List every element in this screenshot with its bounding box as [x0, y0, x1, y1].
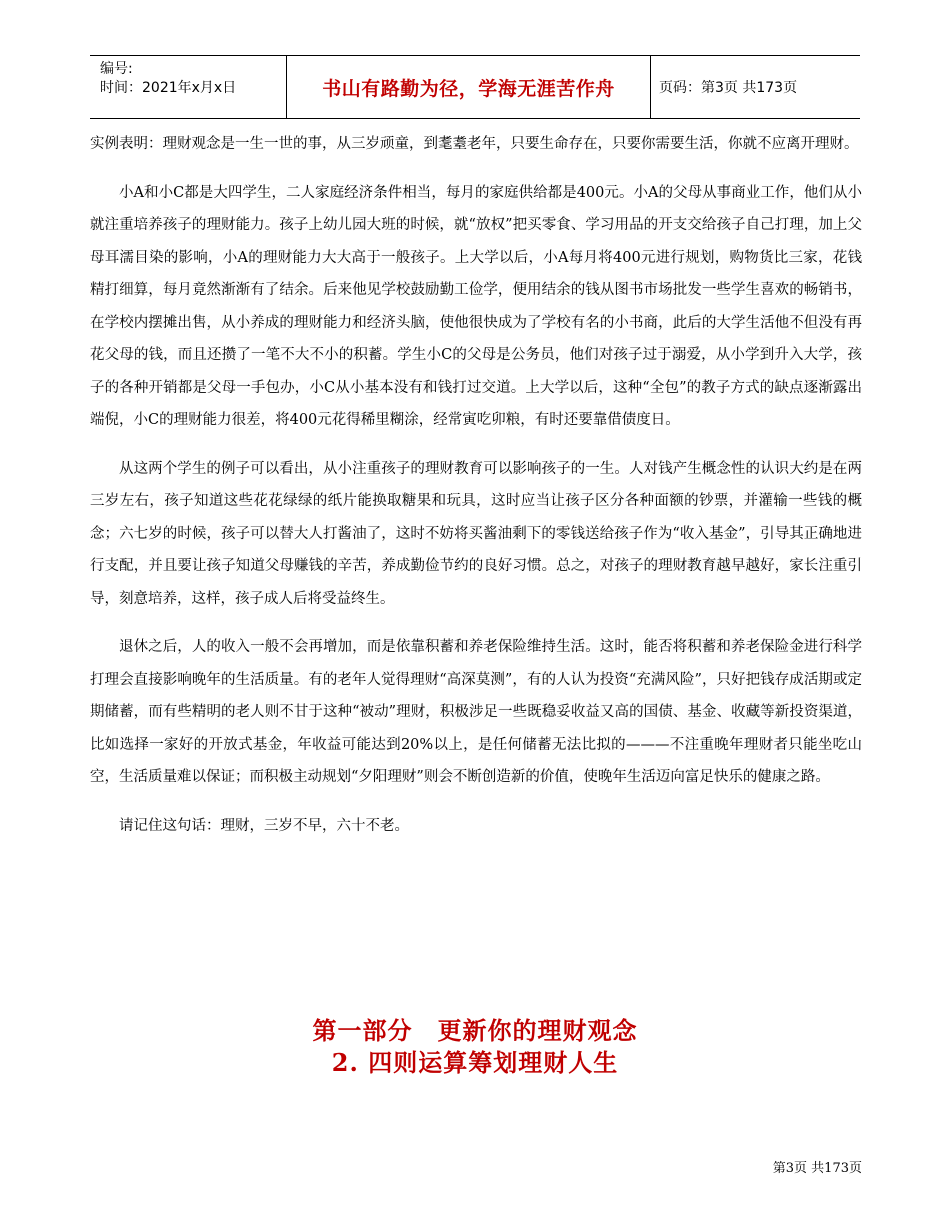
paragraph-example: 小A和小C都是大四学生，二人家庭经济条件相当，每月的家庭供给都是400元。小A的父母从事商业工作，他们从小就注重培养孩子的理财能力。孩子上幼儿园大班的时候，就“放权”把买零食、学习用品的开支交给孩子自己打理，加上父母耳濡目染的影响，小A的理财能力大大高于一般孩子。上大学以后，小A每月将400元进行规划，购物货比三家，花钱精打细算，每月竟然渐渐有了结余。后来他见学校鼓励勤工俭学，便用结余的钱从图书市场批发一些学生喜欢的畅销书，在学校内摆摊出售，从小养成的理财能力和经济头脑，使他很快成为了学校有名的小书商，此后的大学生活他不但没有再花父母的钱，而且还攒了一笔不大不小的积蓄。学生小C的父母是公务员，他们对孩子过于溺爱，从小学到升入大学，孩子的各种开销都是父母一手包办，小C从小基本没有和钱打过交道。上大学以后，这种“全包”的教子方式的缺点逐渐露出端倪，小C的理财能力很差，将400元花得稀里糊涂，经常寅吃卯粮，有时还要靠借债度日。	[90, 184, 862, 428]
header-page-info: 页码：第3页 共173页	[659, 80, 798, 96]
page-footer: 第3页 共173页	[772, 1161, 862, 1176]
time-label: 时间：2021年x月x日	[100, 80, 237, 96]
section-heading-line1: 第一部分 更新你的理财观念	[312, 1016, 638, 1045]
page-header	[90, 55, 860, 119]
paragraph-intro: 实例表明：理财观念是一生一世的事，从三岁顽童，到耄耋老年，只要生命存在，只要你需要生活，你就不应离开理财。	[90, 136, 859, 152]
header-motto: 书山有路勤为径，学海无涯苦作舟	[286, 56, 651, 118]
section-heading-line2: 2. 四则运算筹划理财人生	[331, 1048, 619, 1077]
number-label: 编号:	[100, 61, 133, 77]
paragraph-retirement: 退休之后，人的收入一般不会再增加，而是依靠积蓄和养老保险维持生活。这时，能否将积蓄和养老保险金进行科学打理会直接影响晚年的生活质量。有的老年人觉得理财“高深莫测”，有的人认为投资“充满风险”，只好把钱存成活期或定期储蓄，而有些精明的老人则不甘于这种“被动”理财，积极涉足一些既稳妥收益又高的国债、基金、收藏等新投资渠道，比如选择一家好的开放式基金，年收益可能达到20%以上，是任何储蓄无法比拟的———不注重晚年理财者只能坐吃山空，生活质量难以保证；而积极主动规划“夕阳理财”则会不断创造新的价值，使晚年生活迈向富足快乐的健康之路。	[90, 639, 862, 785]
header-meta	[90, 56, 286, 118]
paragraph-remember: 请记住这句话：理财，三岁不早，六十不老。	[119, 817, 409, 834]
section-heading	[90, 1015, 860, 1079]
document-body	[90, 128, 862, 858]
paragraph-lesson: 从这两个学生的例子可以看出，从小注重孩子的理财教育可以影响孩子的一生。人对钱产生概念性的认识大约是在两三岁左右，孩子知道这些花花绿绿的纸片能换取糖果和玩具，这时应当让孩子区分各种面额的钞票，并灌输一些钱的概念；六七岁的时候，孩子可以替大人打酱油了，这时不妨将买酱油剩下的零钱送给孩子作为“收入基金”，引导其正确地进行支配，并且要让孩子知道父母赚钱的辛苦，养成勤俭节约的良好习惯。总之，对孩子的理财教育越早越好，家长注重引导，刻意培养，这样，孩子成人后将受益终生。	[90, 460, 862, 607]
